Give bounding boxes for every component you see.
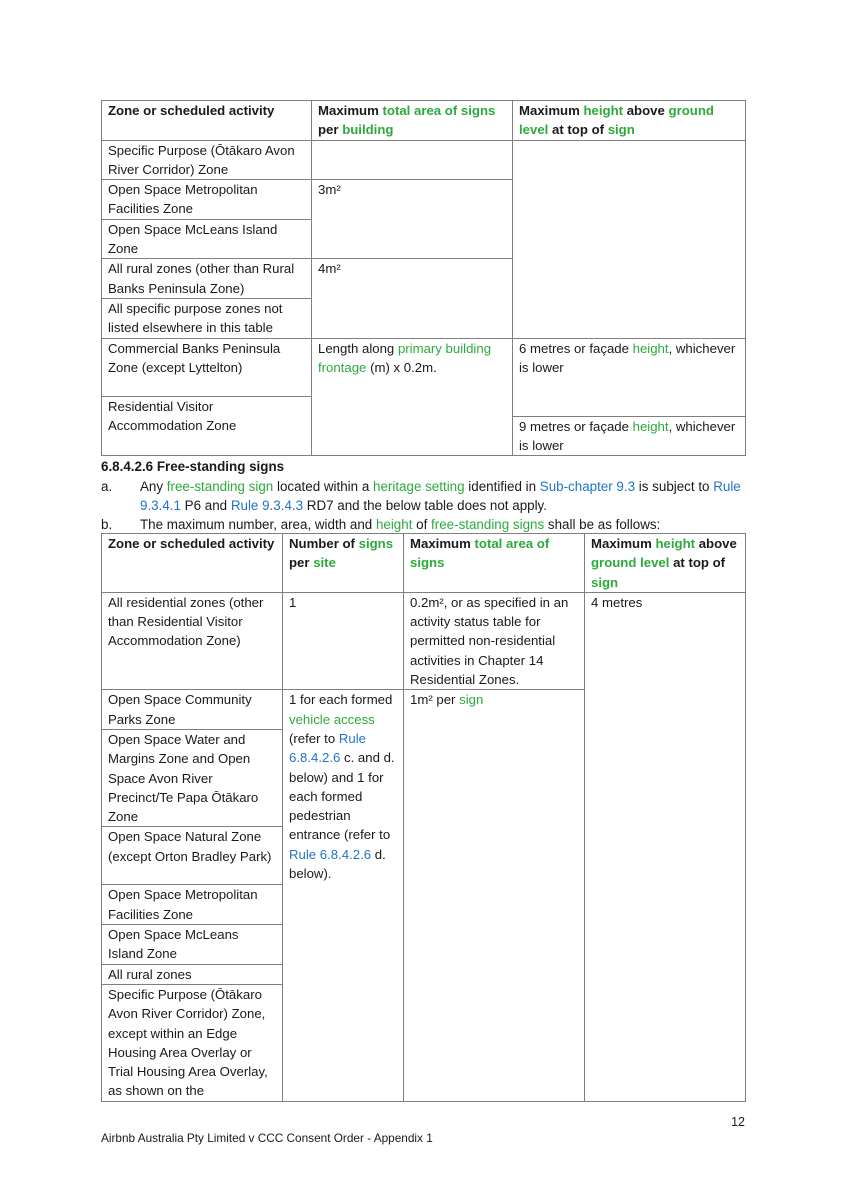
text-run: 1 for each formed — [289, 692, 393, 708]
text-run: identified in — [464, 479, 540, 494]
height-cell-empty — [513, 140, 746, 338]
paragraph-b-text — [101, 515, 751, 534]
text-run: Maximum — [410, 536, 475, 551]
paragraph-a — [101, 477, 751, 515]
text-run: free-standing signs — [431, 517, 545, 532]
text-run: height — [655, 536, 696, 551]
text-run: Maximum — [318, 103, 383, 118]
zone-cell: Open Space Natural Zone (except Orton Bradley Park) — [102, 827, 283, 885]
text-run: above — [623, 103, 669, 118]
zone-cell: Open Space McLeans Island Zone — [102, 925, 283, 965]
text-run: Maximum — [591, 536, 656, 551]
text-run: total area of signs — [382, 103, 496, 118]
text-run: height — [583, 103, 624, 118]
area-cell-length — [312, 338, 513, 456]
header-zone: Zone or scheduled activity — [102, 534, 283, 593]
zone-cell: All rural zones — [102, 964, 283, 984]
text-run: free-standing sign — [166, 479, 274, 494]
text-run: per — [318, 122, 343, 138]
text-run: d. below). — [289, 846, 386, 882]
number-cell: 1 — [283, 592, 404, 689]
text-run[interactable]: Rule 9.3.4.1 — [140, 479, 741, 513]
text-run: Maximum — [519, 103, 584, 118]
text-run: shall be as follows: — [544, 517, 661, 532]
text-run: is subject to — [635, 479, 714, 494]
text-run: 6 metres or façade — [519, 340, 633, 356]
text-run: vehicle access — [289, 711, 375, 727]
text-run: P6 and — [180, 498, 231, 513]
zone-cell: All residential zones (other than Residential Visitor Accommodation Zone) — [102, 592, 283, 689]
paragraph-b — [101, 515, 751, 534]
area-cell — [404, 690, 585, 1101]
text-run[interactable]: Sub-chapter 9.3 — [539, 479, 636, 494]
area-cell: 0.2m², or as specified in an activity status table for permitted non-residential activities in Chapter 14 Residential Zones. — [404, 592, 585, 689]
paragraph-a-text — [101, 477, 751, 515]
text-run: sign — [591, 574, 619, 590]
zone-cell: Open Space McLeans Island Zone — [102, 219, 312, 259]
signs-on-buildings-table — [101, 100, 746, 456]
text-run: Any — [140, 479, 167, 494]
zone-cell: Specific Purpose (Ōtākaro Avon River Corridor) Zone, except within an Edge Housing Area Overlay or Trial Housing Area Overlay, as shown on the — [102, 984, 283, 1101]
page-number: 12 — [731, 1115, 745, 1129]
free-standing-signs-table — [101, 533, 746, 1102]
text-run: sign — [607, 122, 635, 138]
text-run: at top of — [669, 555, 726, 571]
header-max-height — [585, 534, 746, 593]
header-max-height — [513, 101, 746, 141]
footer-text: Airbnb Australia Pty Limited v CCC Consent Order - Appendix 1 — [101, 1131, 433, 1145]
area-cell-3m2: 3m² — [312, 180, 513, 259]
area-cell-4m2: 4m² — [312, 259, 513, 338]
zone-cell: Open Space Water and Margins Zone and Open Space Avon River Precinct/Te Papa Ōtākaro Zone — [102, 729, 283, 826]
text-run: The maximum number, area, width and — [140, 517, 376, 532]
text-run: 9 metres or façade — [519, 418, 633, 434]
text-run: (m) x 0.2m. — [366, 359, 437, 375]
height-cell: 4 metres — [585, 592, 746, 1101]
text-run: height — [375, 517, 413, 532]
text-run: ground level — [519, 103, 714, 138]
text-run[interactable]: Rule 6.8.4.2.6 — [289, 730, 366, 766]
zone-cell: Open Space Metropolitan Facilities Zone — [102, 885, 283, 925]
zone-cell: Specific Purpose (Ōtākaro Avon River Corridor) Zone — [102, 140, 312, 180]
text-run: , whichever is lower — [519, 340, 736, 375]
paragraph-a-label: a. — [101, 479, 113, 494]
header-number-of-signs — [283, 534, 404, 593]
text-run: building — [342, 122, 394, 138]
text-run: Length along — [318, 340, 398, 356]
header-zone: Zone or scheduled activity — [102, 101, 312, 141]
number-cell — [283, 690, 404, 1101]
text-run: heritage setting — [373, 479, 465, 494]
text-run: Number of — [289, 536, 359, 551]
text-run: c. and d. below) and 1 for each formed pedestrian entrance (refer to — [289, 750, 395, 843]
text-run: at top of — [548, 122, 608, 138]
text-run: of — [412, 517, 432, 532]
text-run: per — [289, 555, 314, 571]
text-run: ground level — [591, 555, 670, 571]
text-run: located within a — [273, 479, 373, 494]
text-run: RD7 and the below table does not apply. — [303, 498, 547, 513]
text-run: signs — [358, 536, 394, 551]
zone-cell: Commercial Banks Peninsula Zone (except Lyttelton) — [102, 338, 312, 397]
height-cell-9m — [513, 416, 746, 456]
text-run: above — [695, 536, 737, 551]
text-run: total area of signs — [410, 536, 550, 571]
zone-cell: All specific purpose zones not listed elsewhere in this table — [102, 298, 312, 338]
area-cell-empty — [312, 140, 513, 180]
text-run: (refer to — [289, 730, 339, 746]
text-run: height — [632, 418, 669, 434]
zone-cell: Open Space Community Parks Zone — [102, 690, 283, 730]
zone-cell: Residential Visitor Accommodation Zone — [102, 397, 312, 456]
text-run: primary building frontage — [318, 340, 492, 375]
zone-cell: All rural zones (other than Rural Banks Peninsula Zone) — [102, 259, 312, 299]
text-run: height — [632, 340, 669, 356]
height-cell-6m — [513, 338, 746, 416]
text-run[interactable]: Rule 9.3.4.3 — [230, 498, 304, 513]
text-run: sign — [459, 692, 484, 708]
zone-cell: Open Space Metropolitan Facilities Zone — [102, 180, 312, 220]
section-heading: 6.8.4.2.6 Free-standing signs — [101, 459, 285, 474]
text-run: , whichever is lower — [519, 418, 736, 453]
header-max-area — [404, 534, 585, 593]
text-run: site — [313, 555, 336, 571]
text-run: 1m² per — [410, 692, 460, 708]
paragraph-b-label: b. — [101, 517, 113, 532]
header-max-area — [312, 101, 513, 141]
text-run[interactable]: Rule 6.8.4.2.6 — [289, 846, 372, 862]
